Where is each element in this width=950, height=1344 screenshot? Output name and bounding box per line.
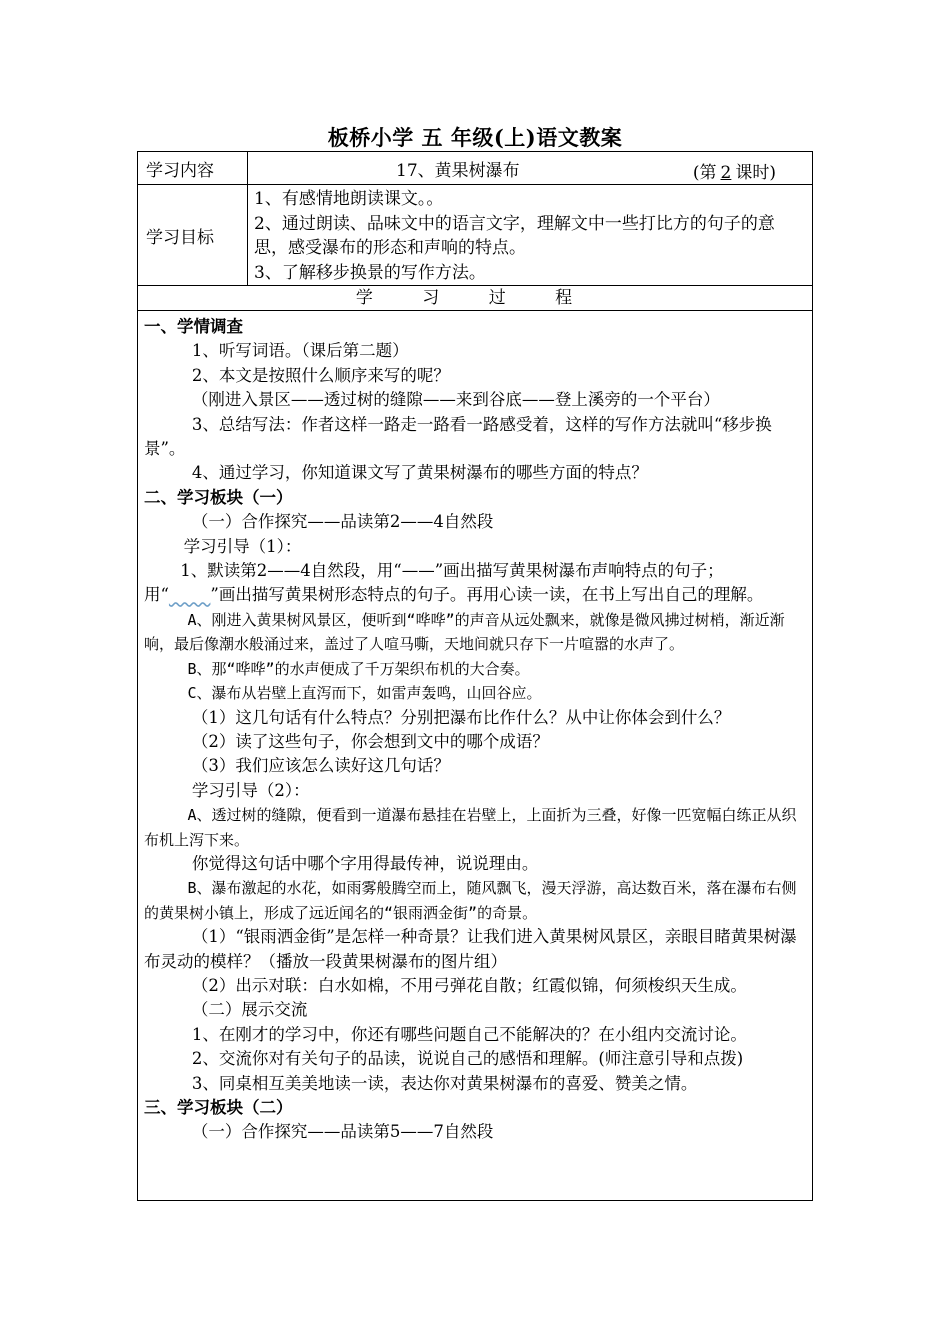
- goals-cell: [248, 185, 812, 285]
- process-body: [138, 311, 812, 1200]
- quoted-sentence: A、刚进入黄果树风景区，便听到“哗哗”的声音从远处飘来，就像是微风拂过树梢，渐近渐响，最后像潮水般涌过来，盖过了人喧马嘶，天地间就只存下一片喧嚣的水声了。: [144, 610, 785, 654]
- paragraph: [144, 559, 806, 608]
- section-heading: 二、学习板块（一）: [144, 487, 293, 507]
- paragraph: 3、同桌相互美美地读一读，表达你对黄果树瀑布的喜爱、赞美之情。: [191, 1073, 698, 1093]
- paragraph: 学习引导（2）：: [191, 780, 310, 800]
- paragraph: 1、在刚才的学习中，你还有哪些问题自己不能解决的？在小组内交流讨论。: [191, 1024, 747, 1044]
- quoted-sentence: A、透过树的缝隙，便看到一道瀑布悬挂在岩壁上，上面折为三叠，好像一匹宽幅白练正从织布机上泻下来。: [144, 806, 797, 849]
- content-label: 学习内容: [138, 152, 248, 184]
- text-span: 1、默读第2——4自然段，用“——”画出描写黄果树瀑布声响特点的句子；用“: [144, 561, 724, 605]
- paragraph: （一）合作探究——品读第5——7自然段: [191, 1122, 494, 1142]
- lesson-number: [693, 158, 776, 183]
- process-header-row: [138, 286, 812, 311]
- page-title: 板桥小学 五 年级(上)语文教案: [327, 125, 623, 150]
- goal-item: 2、通过朗读、品味文中的语言文字，理解文中一些打比方的句子的意思，感受瀑布的形态和声响的特点。: [254, 213, 775, 258]
- paragraph: （一）合作探究——品读第2——4自然段: [191, 512, 494, 532]
- process-header: 学 习 过 程: [355, 288, 595, 308]
- section-heading: 三、学习板块（二）: [144, 1098, 293, 1117]
- section-heading: 一、学情调查: [144, 317, 243, 336]
- paragraph: 你觉得这句话中哪个字用得最传神，说说理由。: [191, 853, 539, 873]
- goal-item: 1、有感情地朗读课文。。: [254, 189, 444, 209]
- paragraph: 1、听写词语。（课后第二题）: [191, 341, 409, 361]
- content-row: [138, 152, 812, 185]
- paragraph: （1）这几句话有什么特点？分别把瀑布比作什么？从中让你体会到什么？: [191, 707, 731, 727]
- quoted-sentence: B、瀑布激起的水花，如雨雾般腾空而上，随风飘飞，漫天浮游，高达数百米，落在瀑布右侧的黄果树小镇上，形成了远近闻名的“银雨洒金街”的奇景。: [144, 879, 797, 922]
- paragraph: 2、本文是按照什么顺序来写的呢？: [191, 365, 450, 385]
- lesson-plan-table: [137, 151, 813, 1201]
- paragraph: （二）展示交流: [191, 1000, 308, 1020]
- paragraph: （2）出示对联：白水如棉，不用弓弹花自散；红霞似锦，何须梭织天生成。: [191, 975, 747, 995]
- goals-row: [138, 185, 812, 286]
- lesson-suffix: 课时): [735, 163, 776, 183]
- paragraph: 3、总结写法：作者这样一路走一路看一路感受着，这样的写作方法就叫“移步换景”。: [144, 414, 772, 459]
- paragraph: （刚进入景区——透过树的缝隙——来到谷底——登上溪旁的一个平台）: [191, 390, 720, 410]
- paragraph: （3）我们应该怎么读好这几句话？: [191, 756, 450, 776]
- paragraph: 学习引导（1）：: [183, 536, 302, 556]
- wavy-underline-mark: [169, 585, 210, 604]
- paragraph: 4、通过学习，你知道课文写了黄果树瀑布的哪些方面的特点？: [191, 463, 648, 483]
- goal-item: 3、了解移步换景的写作方法。: [254, 262, 486, 283]
- paragraph: （1）“银雨洒金街”是怎样一种奇景？让我们进入黄果树风景区，亲眼目睹黄果树瀑布灵动的模样？（播放一段黄果树瀑布的图片组）: [144, 927, 797, 971]
- paragraph: （2）读了这些句子，你会想到文中的哪个成语？: [191, 731, 549, 751]
- content-cell: [248, 152, 812, 184]
- paragraph: 2、交流你对有关句子的品读，说说自己的感悟和理解。(师注意引导和点拨): [191, 1049, 744, 1069]
- quoted-sentence: C、瀑布从岩壁上直泻而下，如雷声轰鸣，山回谷应。: [187, 684, 542, 703]
- lesson-num: 2: [720, 163, 732, 183]
- text-span: ”画出描写黄果树形态特点的句子。再用心读一读，在书上写出自己的理解。: [210, 585, 764, 605]
- lesson-prefix: (第: [692, 163, 717, 183]
- quoted-sentence: B、那“哗哗”的水声便成了千万架织布机的大合奏。: [187, 659, 530, 678]
- process-row: [138, 311, 812, 1200]
- lesson-title: 17、黄果树瀑布: [396, 160, 520, 181]
- goals-label: 学习目标: [138, 185, 248, 285]
